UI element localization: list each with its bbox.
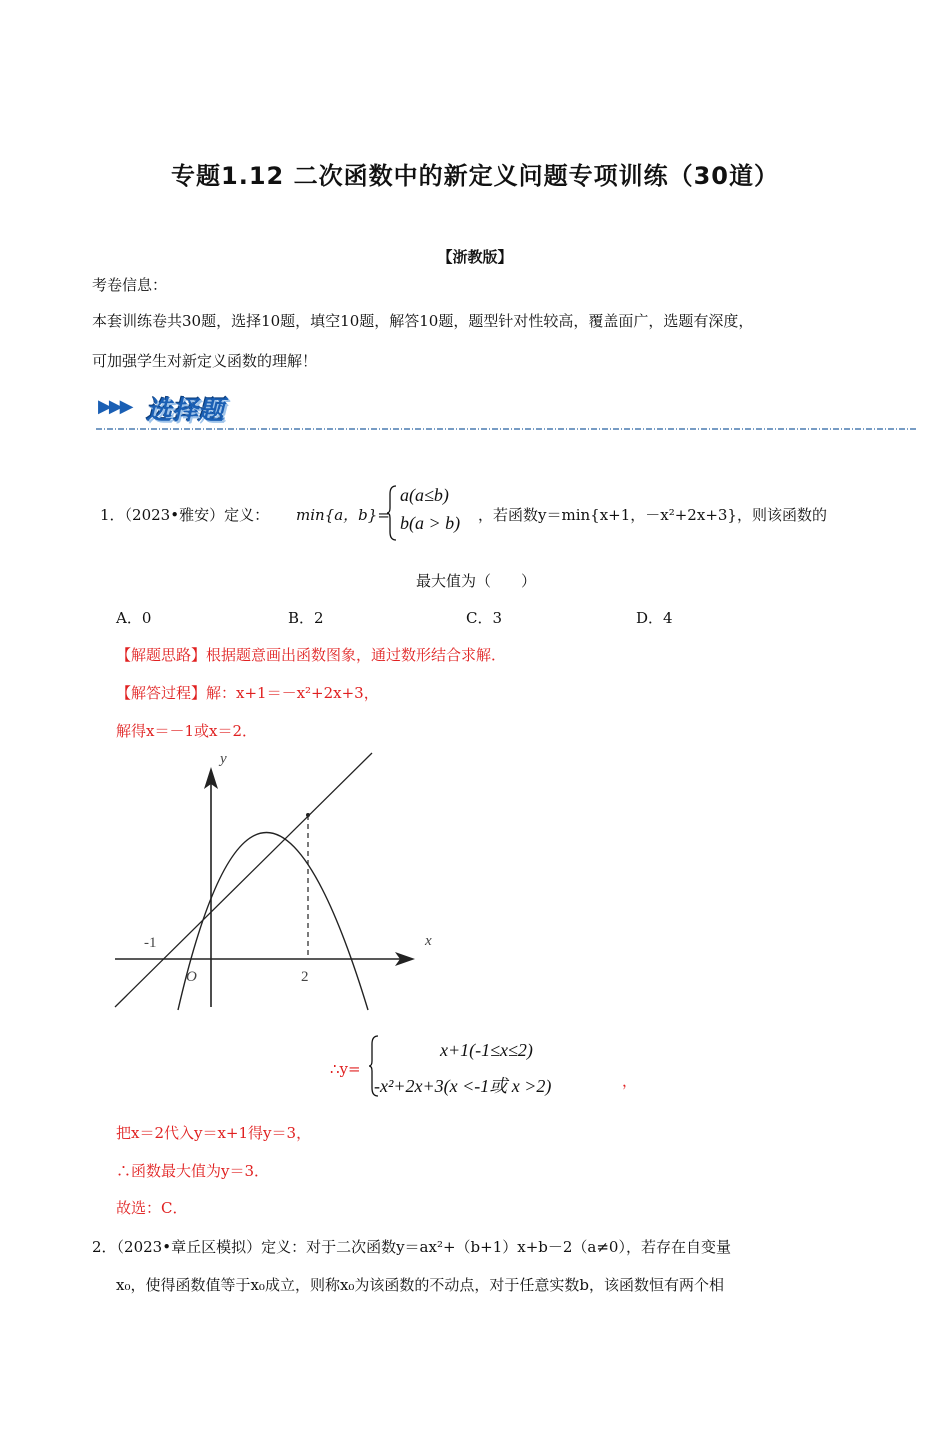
q1-question-line-2: 最大值为（ ） xyxy=(416,572,537,590)
q1-question-text: ，若函数y＝min{x+1，－x²+2x+3}，则该函数的 xyxy=(478,506,827,524)
graph-intersection-point xyxy=(306,813,310,817)
q1-answer: 故选：C． xyxy=(116,1199,188,1217)
exam-info-label: 考卷信息： xyxy=(92,276,168,294)
section-divider xyxy=(96,428,916,430)
q1-therefore-y: ∴y= xyxy=(330,1060,361,1078)
graph-line-y-x-plus-1 xyxy=(115,753,372,1007)
banner-arrows-icon: ▶▶▶ xyxy=(98,396,131,417)
graph-two-label: 2 xyxy=(301,969,309,985)
q1-substitution: 把x＝2代入y＝x+1得y＝3， xyxy=(116,1124,312,1142)
q1-piecewise-comma: ， xyxy=(622,1072,638,1090)
page-title: 专题1.12 二次函数中的新定义问题专项训练（30道） xyxy=(171,162,779,190)
q1-brace-icon xyxy=(386,484,398,542)
q1-option-b: B．2 xyxy=(288,609,324,627)
graph-origin-label: O xyxy=(186,969,197,985)
banner-title: 选择题 xyxy=(146,396,225,426)
q1-function-graph xyxy=(110,745,440,1015)
edition-label: 【浙教版】 xyxy=(437,248,513,266)
section-banner xyxy=(96,390,276,426)
q1-definition: min{a，b}= xyxy=(296,506,390,524)
graph-y-label: y xyxy=(220,751,227,767)
q1-option-a: A．0 xyxy=(116,609,152,627)
q1-solution-process: 【解答过程】解：x+1＝－x²+2x+3， xyxy=(116,684,379,702)
q1-case-2: b(a > b) xyxy=(400,513,461,533)
q2-line-1: 2．（2023•章丘区模拟）定义：对于二次函数y＝ax²+（b+1）x+b－2（a≠0），若存在自变量 xyxy=(92,1238,731,1256)
graph-parabola xyxy=(178,833,368,1011)
q1-piece-1: x+1(-1≤x≤2) xyxy=(440,1040,533,1060)
q1-solution-idea: 【解题思路】根据题意画出函数图象，通过数形结合求解． xyxy=(116,646,507,664)
q1-option-d: D．4 xyxy=(636,609,673,627)
q1-solution-roots: 解得x＝－1或x＝2． xyxy=(116,722,258,740)
exam-info-line-2: 可加强学生对新定义函数的理解！ xyxy=(92,352,318,370)
graph-neg-one-label: -1 xyxy=(144,935,157,951)
q1-prefix: 1．（2023•雅安）定义： xyxy=(100,506,270,524)
graph-x-label: x xyxy=(425,933,432,949)
exam-info-line-1: 本套训练卷共30题，选择10题，填空10题，解答10题，题型针对性较高，覆盖面广，选题有深度， xyxy=(92,312,754,330)
q1-option-c: C．3 xyxy=(466,609,503,627)
q1-piece-2: -x²+2x+3(x <-1或 x >2) xyxy=(374,1076,552,1096)
q1-max-value: ∴函数最大值为y＝3． xyxy=(116,1162,270,1180)
q2-line-2: x₀，使得函数值等于x₀成立，则称x₀为该函数的不动点，对于任意实数b，该函数恒有两个相 xyxy=(116,1276,725,1294)
q1-case-1: a(a≤b) xyxy=(400,485,449,505)
